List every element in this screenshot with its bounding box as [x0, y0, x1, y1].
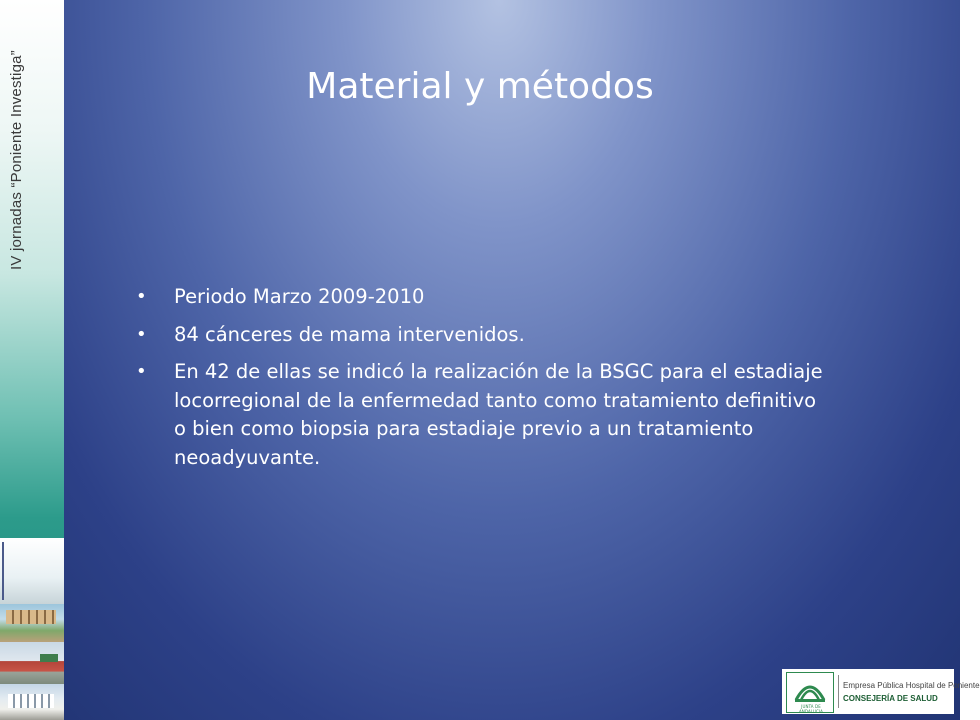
logo-hospital-name: Empresa Pública Hospital de Poniente [843, 681, 980, 690]
photo-image [0, 642, 64, 684]
sidebar [0, 0, 64, 720]
bullet-text: Periodo Marzo 2009-2010 [174, 285, 425, 308]
bullet-item [136, 321, 826, 350]
photo-image [0, 538, 64, 604]
sidebar-label: IV jornadas “Poniente Investiga” [8, 50, 25, 270]
emblem-caption: JUNTA DE ANDALUCIA [798, 704, 824, 714]
photo-image [0, 684, 64, 720]
slide-title: Material y métodos [306, 66, 654, 107]
photo-strip [0, 538, 64, 720]
logo-divider [838, 675, 839, 708]
arch-icon [792, 676, 828, 704]
bullet-list [136, 283, 826, 481]
bullet-item [136, 358, 826, 472]
bullet-icon: • [136, 361, 147, 382]
bullet-item [136, 283, 826, 312]
logo-department: CONSEJERÍA DE SALUD [843, 694, 938, 703]
photo-image [0, 604, 64, 642]
bullet-text: En 42 de ellas se indicó la realización de la BSGC para el estadiaje locorregional de la enfermedad tanto como tratamiento definitivo o bien como biopsia para estadiaje previo a un tratamiento neoadyuvante. [174, 360, 823, 469]
bullet-text: 84 cánceres de mama intervenidos. [174, 322, 525, 346]
bullet-icon: • [136, 323, 147, 345]
bullet-icon: • [136, 286, 147, 307]
junta-andalucia-emblem-icon [786, 672, 834, 713]
institution-logo [782, 669, 980, 714]
